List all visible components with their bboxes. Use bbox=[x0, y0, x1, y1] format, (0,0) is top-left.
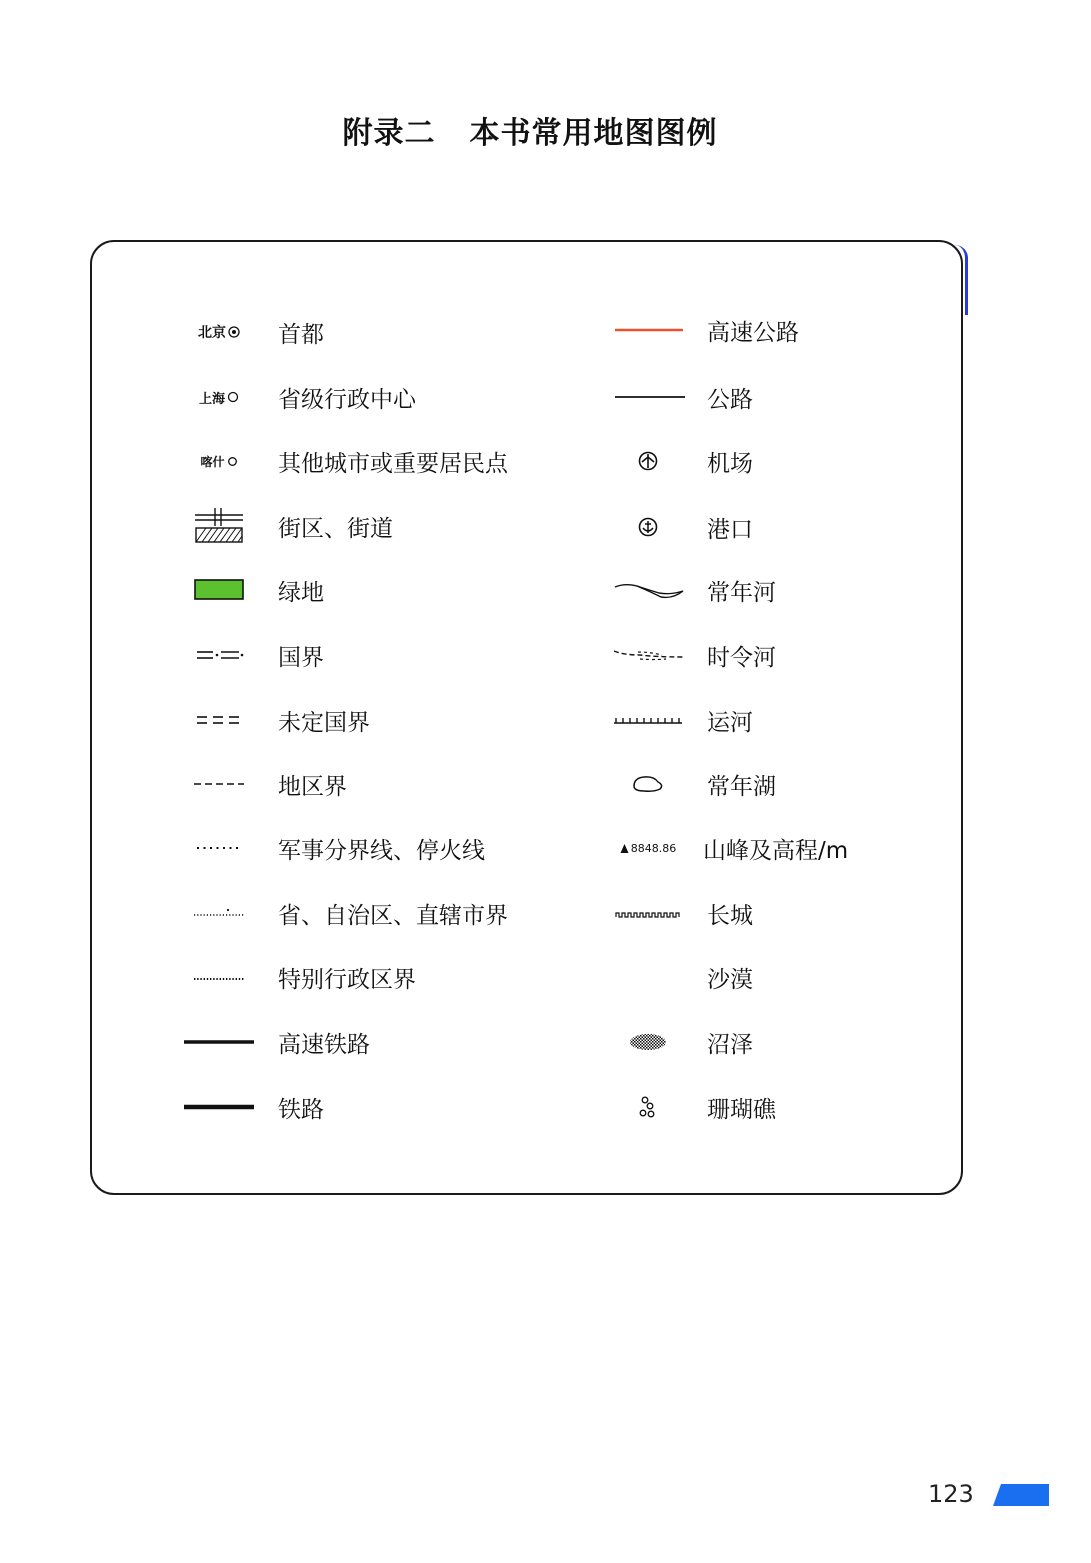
legend-label: 常年湖 bbox=[707, 773, 776, 800]
legend-label: 公路 bbox=[707, 386, 753, 413]
legend-item-coral-reef bbox=[605, 1087, 776, 1127]
lake-icon bbox=[630, 772, 666, 796]
capital-sample-text: 北京 bbox=[198, 325, 226, 341]
legend-label: 军事分界线、停火线 bbox=[278, 837, 485, 864]
airport-symbol bbox=[605, 441, 691, 481]
legend-label: 沼泽 bbox=[707, 1031, 753, 1058]
sar-border-symbol bbox=[176, 957, 262, 997]
legend-item-port bbox=[605, 507, 753, 547]
legend-item-national-border bbox=[176, 635, 324, 675]
sar-border-icon bbox=[192, 967, 246, 987]
province-sample-text: 上海 bbox=[198, 391, 225, 407]
peak-symbol bbox=[605, 828, 691, 868]
green-land-icon bbox=[193, 578, 245, 602]
legend-label: 国界 bbox=[278, 644, 324, 671]
great-wall-symbol bbox=[605, 893, 691, 933]
provincial-border-icon bbox=[192, 903, 246, 923]
anchor-icon bbox=[637, 516, 659, 538]
legend-label: 常年河 bbox=[707, 579, 776, 606]
legend-label: 其他城市或重要居民点 bbox=[278, 450, 508, 477]
page-tab bbox=[993, 1484, 1049, 1506]
legend-label: 地区界 bbox=[278, 773, 347, 800]
legend-label: 省级行政中心 bbox=[278, 386, 416, 413]
port-symbol bbox=[605, 507, 691, 547]
province-center-symbol bbox=[176, 377, 262, 417]
seasonal-river-icon bbox=[610, 643, 686, 667]
legend-item-sar-border bbox=[176, 957, 416, 997]
legend-item-high-speed-rail bbox=[176, 1022, 370, 1062]
page-number: 123 bbox=[928, 1480, 974, 1508]
legend-item-canal bbox=[605, 700, 753, 740]
legend-item-street-block bbox=[176, 506, 393, 546]
legend-label: 沙漠 bbox=[707, 966, 753, 993]
regional-border-symbol bbox=[176, 764, 262, 804]
high-speed-rail-symbol bbox=[176, 1022, 262, 1062]
legend-item-perennial-river bbox=[605, 570, 776, 610]
legend-item-desert bbox=[605, 957, 753, 997]
legend-label: 未定国界 bbox=[278, 709, 370, 736]
legend-item-green-land bbox=[176, 570, 324, 610]
road-symbol bbox=[605, 377, 691, 417]
provincial-border-symbol bbox=[176, 893, 262, 933]
road-icon bbox=[611, 387, 685, 407]
perennial-river-symbol bbox=[605, 570, 691, 610]
legend-label: 特别行政区界 bbox=[278, 966, 416, 993]
desert-symbol bbox=[605, 957, 691, 997]
legend-item-railway bbox=[176, 1087, 324, 1127]
peak-icon bbox=[620, 843, 629, 854]
coral-reef-icon bbox=[635, 1094, 661, 1120]
legend-label: 铁路 bbox=[278, 1096, 324, 1123]
legend-label: 机场 bbox=[707, 450, 753, 477]
expressway-icon bbox=[611, 320, 685, 340]
legend-item-capital bbox=[176, 312, 324, 352]
frame-accent bbox=[955, 245, 968, 315]
legend-item-perennial-lake bbox=[605, 764, 776, 804]
military-line-icon bbox=[194, 838, 244, 858]
capital-icon bbox=[228, 326, 240, 338]
green-land-symbol bbox=[176, 570, 262, 610]
street-block-symbol bbox=[176, 506, 262, 546]
appendix-title: 本书常用地图图例 bbox=[469, 116, 718, 151]
town-sample-text: 喀什 bbox=[200, 454, 225, 469]
legend-item-swamp bbox=[605, 1022, 753, 1062]
legend-item-province-center bbox=[176, 377, 416, 417]
province-center-icon bbox=[227, 391, 239, 403]
appendix-number: 附录二 bbox=[342, 116, 436, 151]
legend-item-undefined-border bbox=[176, 700, 370, 740]
swamp-symbol bbox=[605, 1022, 691, 1062]
legend-label: 珊瑚礁 bbox=[707, 1096, 776, 1123]
railway-icon bbox=[182, 1097, 256, 1117]
legend-item-road bbox=[605, 377, 753, 417]
legend-item-town bbox=[176, 441, 508, 481]
legend-item-seasonal-river bbox=[605, 635, 776, 675]
railway-symbol bbox=[176, 1087, 262, 1127]
legend-label: 高速公路 bbox=[707, 319, 799, 346]
town-icon bbox=[227, 456, 238, 467]
expressway-symbol bbox=[605, 310, 691, 350]
peak-elevation: 8848.86 bbox=[630, 841, 677, 855]
airport-icon bbox=[637, 450, 659, 472]
town-symbol bbox=[176, 441, 262, 481]
legend-item-military-line bbox=[176, 828, 485, 868]
great-wall-icon bbox=[613, 903, 683, 923]
undefined-border-icon bbox=[193, 710, 245, 730]
legend-label: 长城 bbox=[707, 902, 753, 929]
canal-icon bbox=[612, 710, 684, 730]
legend-item-great-wall bbox=[605, 893, 753, 933]
legend-label: 高速铁路 bbox=[278, 1031, 370, 1058]
high-speed-rail-icon bbox=[182, 1032, 256, 1052]
undefined-border-symbol bbox=[176, 700, 262, 740]
legend-label: 山峰及高程/m bbox=[703, 837, 849, 864]
legend-item-provincial-border bbox=[176, 893, 508, 933]
regional-border-icon bbox=[192, 774, 246, 794]
perennial-lake-symbol bbox=[605, 764, 691, 804]
legend-label: 省、自治区、直辖市界 bbox=[278, 902, 508, 929]
page-title bbox=[0, 108, 1060, 152]
canal-symbol bbox=[605, 700, 691, 740]
military-line-symbol bbox=[176, 828, 262, 868]
river-icon bbox=[611, 577, 685, 603]
legend-item-regional-border bbox=[176, 764, 347, 804]
legend-label: 港口 bbox=[707, 516, 753, 543]
capital-symbol bbox=[176, 312, 262, 352]
legend-label: 绿地 bbox=[278, 579, 324, 606]
legend-label: 街区、街道 bbox=[278, 515, 393, 542]
street-block-icon bbox=[193, 506, 245, 546]
swamp-icon bbox=[628, 1032, 668, 1052]
coral-reef-symbol bbox=[605, 1087, 691, 1127]
national-border-icon bbox=[193, 645, 245, 665]
legend-label: 时令河 bbox=[707, 644, 776, 671]
legend-item-airport bbox=[605, 441, 753, 481]
seasonal-river-symbol bbox=[605, 635, 691, 675]
national-border-symbol bbox=[176, 635, 262, 675]
legend-label: 首都 bbox=[278, 321, 324, 348]
legend-label: 运河 bbox=[707, 709, 753, 736]
legend-item-peak bbox=[605, 828, 848, 868]
legend-item-expressway bbox=[605, 310, 799, 350]
